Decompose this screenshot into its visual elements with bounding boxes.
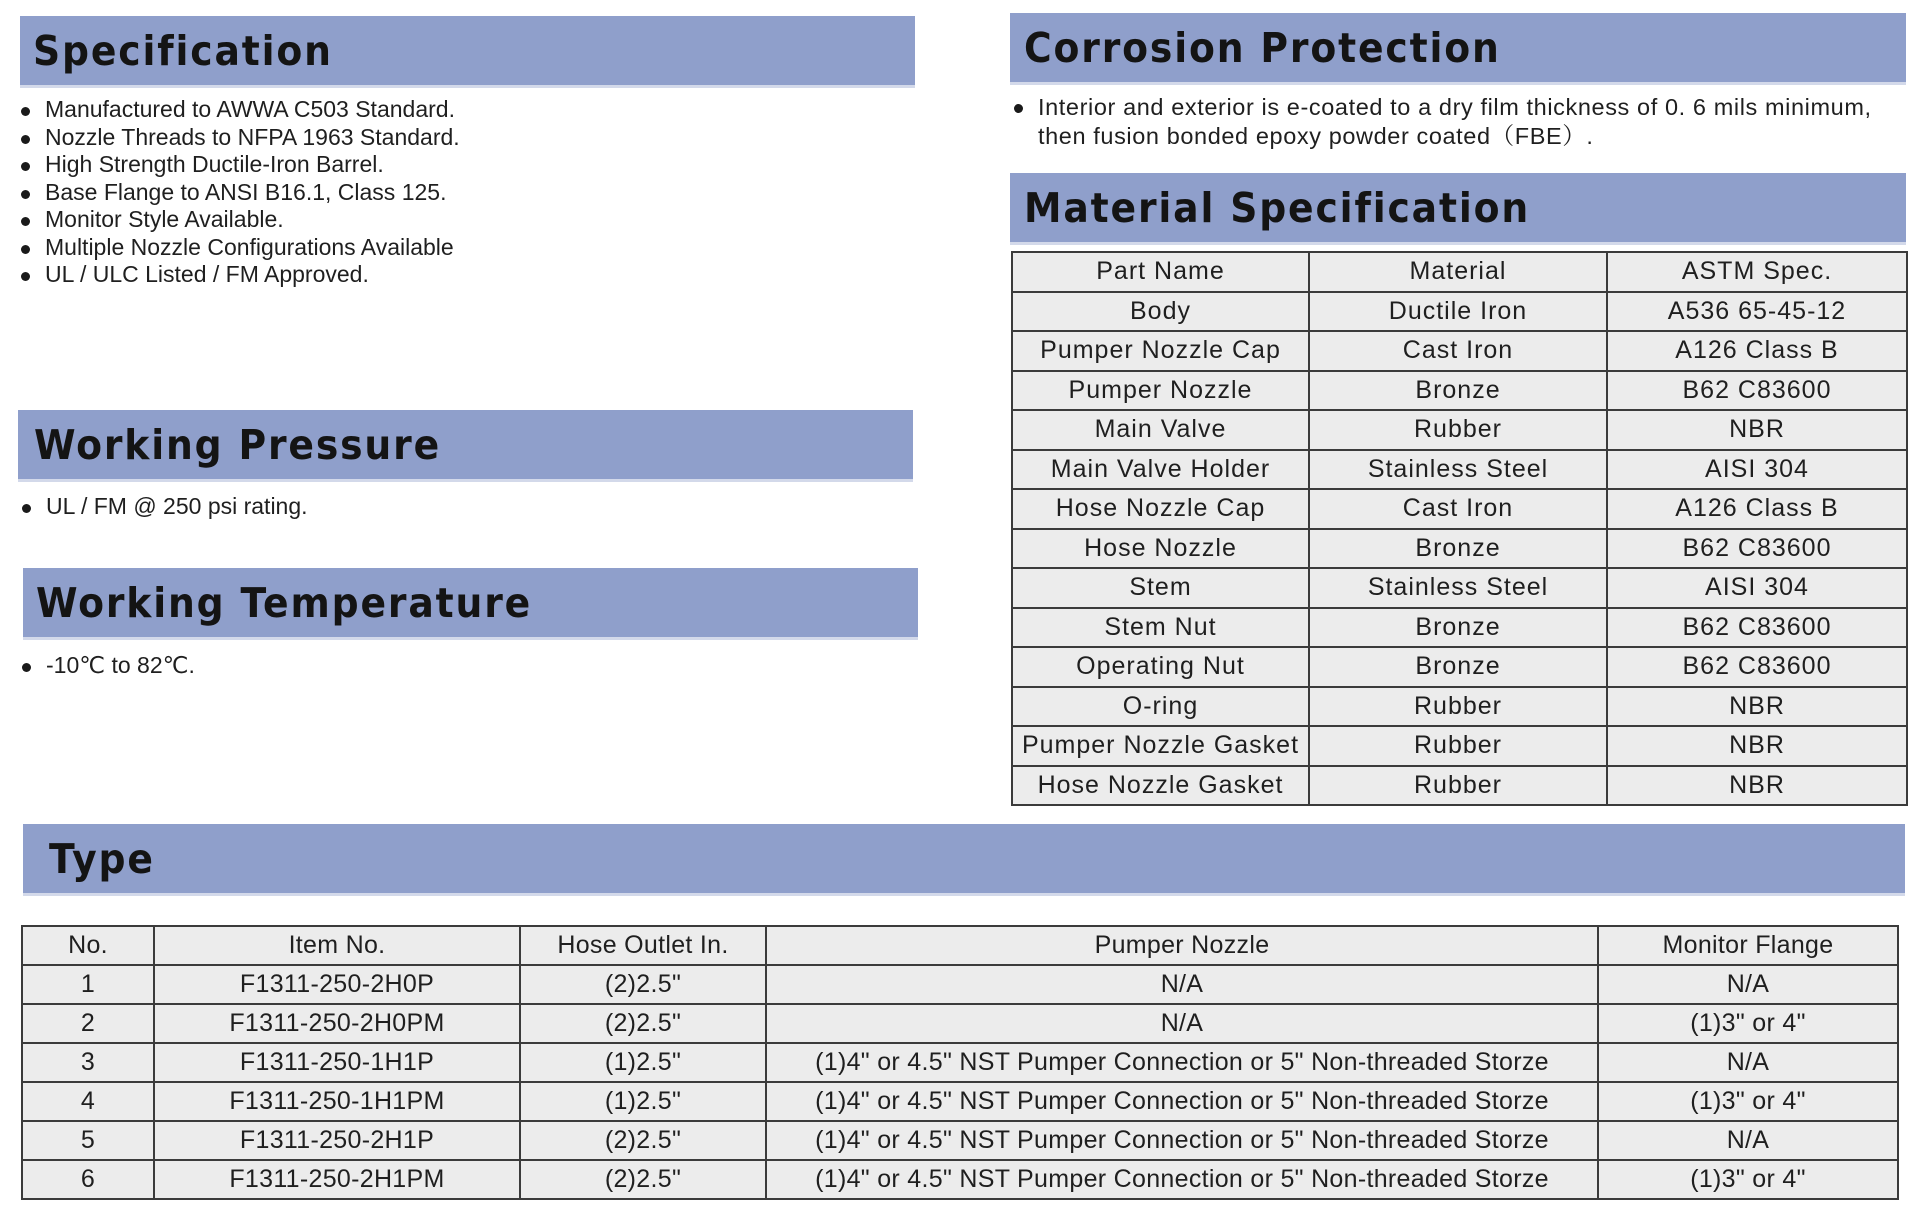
table-row [1012,726,1907,766]
cell-pumper-nozzle: (1)4" or 4.5" NST Pumper Connection or 5" Non-threaded Storze [766,1160,1598,1199]
material-spec-table [1011,251,1908,806]
cell-part-name: Operating Nut [1012,647,1309,687]
cell-part-name: Stem [1012,568,1309,608]
column-header-astm-spec: ASTM Spec. [1607,252,1907,292]
table-row [22,1043,1898,1082]
corrosion-header [1010,13,1906,85]
table-row [1012,331,1907,371]
cell-part-name: Main Valve [1012,410,1309,450]
cell-astm-spec: NBR [1607,410,1907,450]
cell-hose-outlet: (2)2.5" [520,1121,766,1160]
table-row [1012,410,1907,450]
cell-hose-outlet: (2)2.5" [520,1160,766,1199]
table-row [22,1160,1898,1199]
cell-material: Rubber [1309,410,1607,450]
cell-material: Bronze [1309,371,1607,411]
bullet-item: Nozzle Threads to NFPA 1963 Standard. [19,124,460,152]
table-row [22,1121,1898,1160]
cell-part-name: Pumper Nozzle [1012,371,1309,411]
column-header-pumper-nozzle: Pumper Nozzle [766,926,1598,965]
cell-hose-outlet: (1)2.5" [520,1082,766,1121]
cell-material: Bronze [1309,529,1607,569]
table-row [1012,529,1907,569]
cell-pumper-nozzle: (1)4" or 4.5" NST Pumper Connection or 5" Non-threaded Storze [766,1121,1598,1160]
column-header-material: Material [1309,252,1607,292]
cell-astm-spec: B62 C83600 [1607,529,1907,569]
cell-astm-spec: AISI 304 [1607,450,1907,490]
specification-title: Specification [33,26,333,75]
cell-astm-spec: A126 Class B [1607,331,1907,371]
cell-pumper-nozzle: N/A [766,1004,1598,1043]
cell-material: Bronze [1309,608,1607,648]
table-row [22,1082,1898,1121]
working-temperature-header [23,568,918,640]
working-pressure-header [18,410,913,482]
cell-material: Rubber [1309,687,1607,727]
corrosion-title: Corrosion Protection [1024,23,1501,72]
bullet-item: High Strength Ductile-Iron Barrel. [19,151,460,179]
cell-no: 4 [22,1082,154,1121]
cell-monitor-flange: (1)3" or 4" [1598,1082,1898,1121]
cell-part-name: Main Valve Holder [1012,450,1309,490]
cell-item-no: F1311-250-1H1PM [154,1082,520,1121]
cell-monitor-flange: (1)3" or 4" [1598,1004,1898,1043]
cell-astm-spec: NBR [1607,766,1907,806]
cell-no: 2 [22,1004,154,1043]
cell-monitor-flange: (1)3" or 4" [1598,1160,1898,1199]
table-row [1012,608,1907,648]
cell-item-no: F1311-250-2H1PM [154,1160,520,1199]
type-title: Type [49,834,155,883]
cell-pumper-nozzle: (1)4" or 4.5" NST Pumper Connection or 5" Non-threaded Storze [766,1082,1598,1121]
table-row [1012,450,1907,490]
table-row [1012,568,1907,608]
table-row [1012,766,1907,806]
cell-pumper-nozzle: N/A [766,965,1598,1004]
cell-item-no: F1311-250-2H0PM [154,1004,520,1043]
cell-part-name: Hose Nozzle Cap [1012,489,1309,529]
type-table [21,925,1899,1200]
cell-material: Cast Iron [1309,489,1607,529]
working-temperature-title: Working Temperature [36,578,533,627]
bullet-item: UL / FM @ 250 psi rating. [20,493,308,521]
cell-part-name: Stem Nut [1012,608,1309,648]
cell-material: Bronze [1309,647,1607,687]
table-row [1012,647,1907,687]
cell-monitor-flange: N/A [1598,1043,1898,1082]
working-temperature-list [20,652,195,680]
cell-material: Stainless Steel [1309,568,1607,608]
bullet-item: Manufactured to AWWA C503 Standard. [19,96,460,124]
cell-monitor-flange: N/A [1598,965,1898,1004]
table-row [1012,489,1907,529]
cell-item-no: F1311-250-2H0P [154,965,520,1004]
cell-monitor-flange: N/A [1598,1121,1898,1160]
working-pressure-title: Working Pressure [34,420,441,469]
material-spec-title: Material Specification [1024,183,1531,232]
bullet-item: UL / ULC Listed / FM Approved. [19,261,460,289]
cell-astm-spec: A126 Class B [1607,489,1907,529]
bullet-item: Multiple Nozzle Configurations Available [19,234,460,262]
cell-astm-spec: B62 C83600 [1607,371,1907,411]
cell-material: Cast Iron [1309,331,1607,371]
specification-list [19,96,460,289]
cell-no: 6 [22,1160,154,1199]
cell-item-no: F1311-250-1H1P [154,1043,520,1082]
cell-hose-outlet: (1)2.5" [520,1043,766,1082]
specification-header [20,16,915,88]
corrosion-text [1012,93,1872,151]
cell-no: 3 [22,1043,154,1082]
bullet-item: -10℃ to 82℃. [20,652,195,680]
table-row [22,1004,1898,1043]
cell-astm-spec: B62 C83600 [1607,608,1907,648]
cell-material: Ductile Iron [1309,292,1607,332]
bullet-item: Monitor Style Available. [19,206,460,234]
column-header-no: No. [22,926,154,965]
cell-pumper-nozzle: (1)4" or 4.5" NST Pumper Connection or 5" Non-threaded Storze [766,1043,1598,1082]
table-row [1012,687,1907,727]
cell-part-name: Hose Nozzle Gasket [1012,766,1309,806]
cell-astm-spec: NBR [1607,687,1907,727]
cell-astm-spec: NBR [1607,726,1907,766]
cell-hose-outlet: (2)2.5" [520,965,766,1004]
cell-no: 5 [22,1121,154,1160]
table-row [1012,371,1907,411]
cell-material: Rubber [1309,726,1607,766]
cell-part-name: Body [1012,292,1309,332]
cell-no: 1 [22,965,154,1004]
type-header [23,824,1905,896]
cell-material: Rubber [1309,766,1607,806]
cell-part-name: Pumper Nozzle Gasket [1012,726,1309,766]
cell-hose-outlet: (2)2.5" [520,1004,766,1043]
cell-part-name: O-ring [1012,687,1309,727]
type-table-header-row [22,926,1898,965]
column-header-hose-outlet: Hose Outlet In. [520,926,766,965]
cell-part-name: Hose Nozzle [1012,529,1309,569]
cell-item-no: F1311-250-2H1P [154,1121,520,1160]
cell-astm-spec: B62 C83600 [1607,647,1907,687]
column-header-monitor-flange: Monitor Flange [1598,926,1898,965]
column-header-item-no: Item No. [154,926,520,965]
cell-part-name: Pumper Nozzle Cap [1012,331,1309,371]
bullet-item: Base Flange to ANSI B16.1, Class 125. [19,179,460,207]
corrosion-bullet: Interior and exterior is e-coated to a dry film thickness of 0. 6 mils minimum, then fusion bonded epoxy powder coated（FBE）. [1012,93,1872,151]
cell-astm-spec: AISI 304 [1607,568,1907,608]
table-row [22,965,1898,1004]
table-row [1012,292,1907,332]
cell-astm-spec: A536 65-45-12 [1607,292,1907,332]
material-table-header-row [1012,252,1907,292]
cell-material: Stainless Steel [1309,450,1607,490]
column-header-part-name: Part Name [1012,252,1309,292]
material-spec-header [1010,173,1906,245]
working-pressure-list [20,493,308,521]
